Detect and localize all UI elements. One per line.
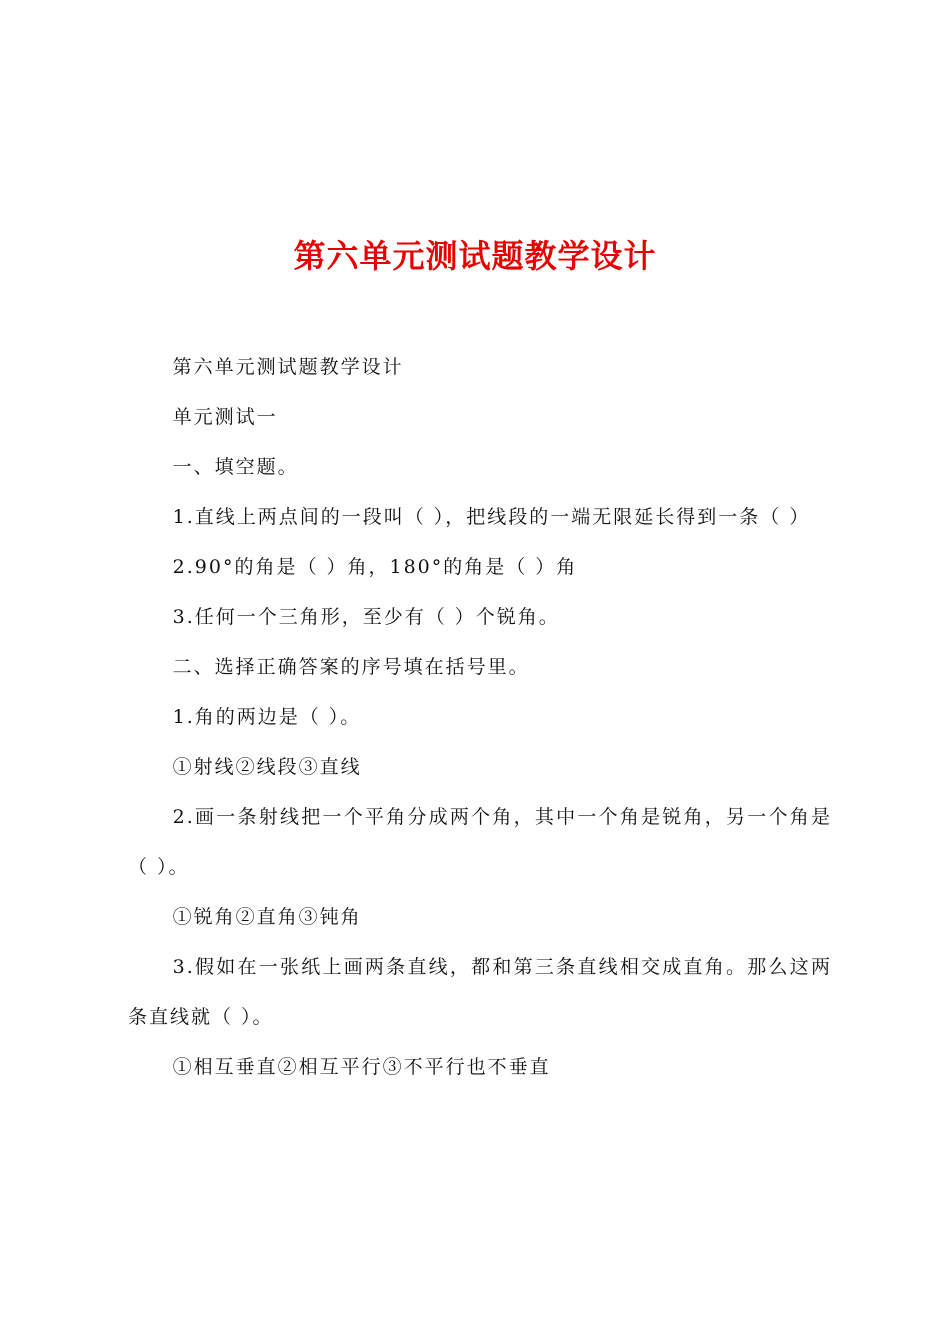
options-choice-1: ①射线②线段③直线 bbox=[172, 756, 362, 778]
paragraph-heading: 第六单元测试题教学设计 bbox=[172, 356, 404, 378]
paragraph-unit-test: 单元测试一 bbox=[172, 406, 278, 428]
document-body bbox=[128, 342, 832, 1092]
question-choice-1: 1.角的两边是（ ）。 bbox=[172, 706, 362, 728]
question-fill-2: 2.90°的角是（ ）角，180°的角是（ ）角 bbox=[172, 556, 578, 578]
section-fill-blank: 一、填空题。 bbox=[172, 456, 299, 478]
options-choice-2: ①锐角②直角③钝角 bbox=[172, 906, 362, 928]
question-choice-3: 3.假如在一张纸上画两条直线，都和第三条直线相交成直角。那么这两条直线就（ ）。 bbox=[128, 956, 832, 1028]
options-choice-3: ①相互垂直②相互平行③不平行也不垂直 bbox=[172, 1056, 551, 1078]
section-multiple-choice: 二、选择正确答案的序号填在括号里。 bbox=[172, 656, 530, 678]
question-choice-2: 2.画一条射线把一个平角分成两个角，其中一个角是锐角，另一个角是（ ）。 bbox=[128, 806, 832, 878]
document-title: 第六单元测试题教学设计 bbox=[293, 237, 657, 276]
question-fill-1: 1.直线上两点间的一段叫（ ），把线段的一端无限延长得到一条（ ） bbox=[172, 506, 811, 528]
question-fill-3: 3.任何一个三角形，至少有（ ）个锐角。 bbox=[172, 606, 560, 628]
